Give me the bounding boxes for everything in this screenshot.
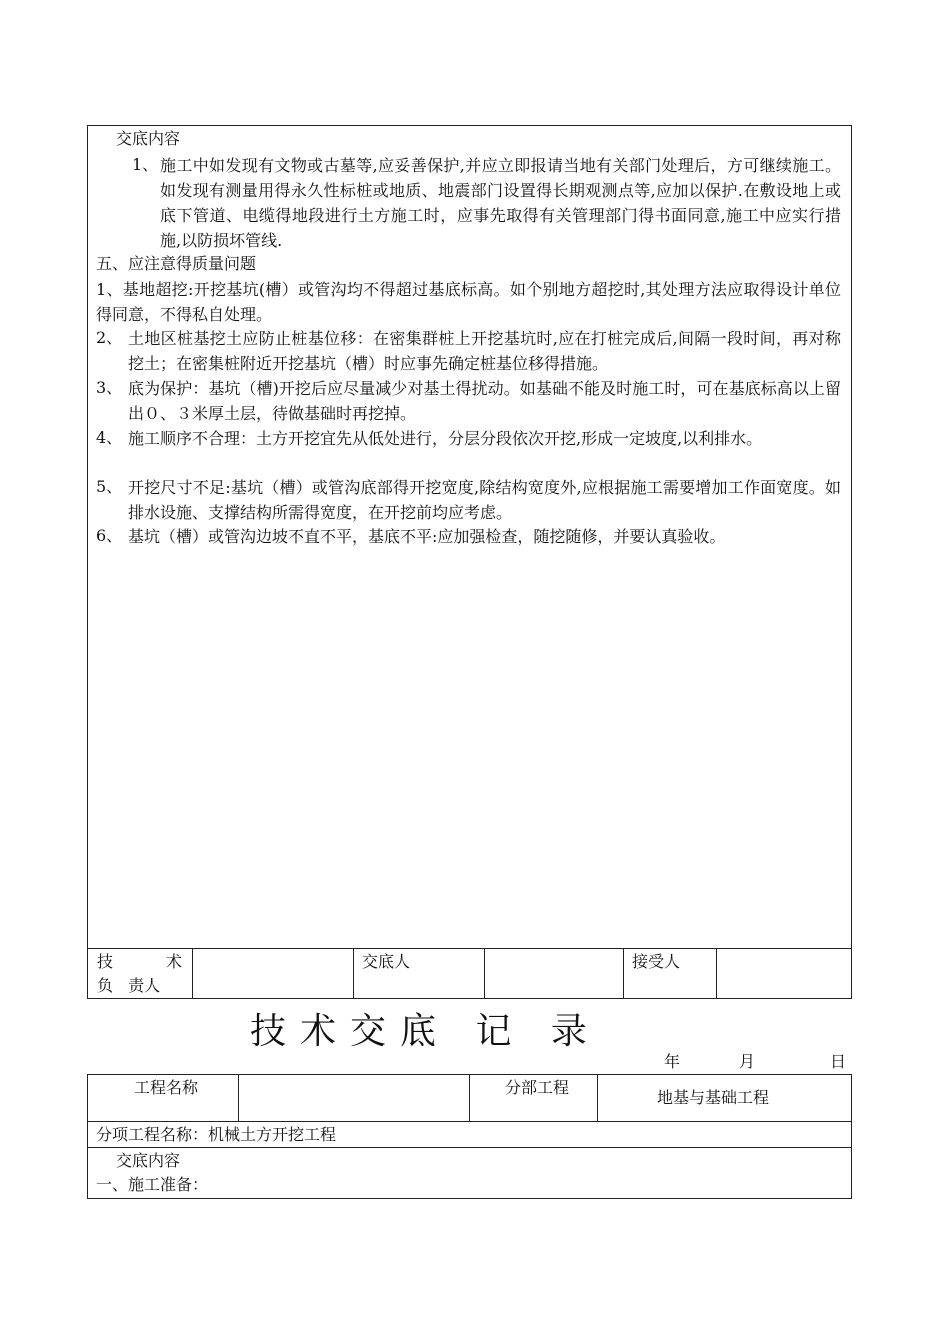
item-1-label: 1、 — [132, 155, 159, 174]
quality-item-1-label: 1、 — [96, 280, 123, 299]
quality-item-3-label: 3、 — [96, 378, 123, 397]
preparation-heading: 一、施工准备： — [96, 1175, 209, 1194]
project-divider-3 — [597, 1074, 598, 1122]
project-name-field[interactable] — [242, 1076, 466, 1120]
signature-divider-2 — [353, 948, 354, 999]
tech-lead-signature-field[interactable] — [194, 950, 352, 997]
quality-item-6-label: 6、 — [96, 526, 123, 545]
subitem-row-bottom-border — [87, 1147, 852, 1148]
quality-item-4-text: 施工顺序不合理：土方开挖宜先从低处进行，分层分段依次开挖,形成一定坡度,以利排水。 — [128, 429, 763, 448]
content-heading: 交底内容 — [116, 129, 181, 148]
quality-item-4-label: 4、 — [96, 428, 123, 447]
quality-item-1-text: 基地超挖:开挖基坑(槽）或管沟均不得超过基底标高。如个别地方超挖时,其处理方法应取得设计单位得同意，不得私自处理。 — [96, 280, 841, 324]
project-name-label: 工程名称 — [134, 1078, 199, 1097]
quality-item-6-text: 基坑（槽）或管沟边坡不直不平，基底不平:应加强检查，随挖随修，并要认真验收。 — [128, 527, 726, 546]
discloser-signature-field[interactable] — [486, 950, 622, 997]
tech-lead-label-a: 技 — [97, 952, 114, 971]
project-divider-2 — [469, 1074, 470, 1122]
quality-item-2-text: 土地区桩基挖土应防止桩基位移：在密集群桩上开挖基坑时,应在打桩完成后,间隔一段时间，再对称挖土；在密集桩附近开挖基坑（槽）时应事先确定桩基位移得措施。 — [128, 329, 841, 373]
quality-heading: 五、应注意得质量问题 — [96, 254, 257, 273]
signature-divider-4 — [623, 948, 624, 999]
form2-content-heading: 交底内容 — [116, 1151, 181, 1170]
division-label: 分部工程 — [505, 1078, 570, 1097]
quality-item-2-label: 2、 — [96, 328, 123, 347]
discloser-label: 交底人 — [362, 952, 411, 971]
date-day: 日 — [830, 1052, 847, 1071]
tech-lead-label-line2: 负 责人 — [97, 976, 161, 995]
project-divider-1 — [238, 1074, 239, 1122]
signature-divider-3 — [484, 948, 485, 999]
receiver-signature-field[interactable] — [718, 950, 850, 997]
quality-item-5-text: 开挖尺寸不足:基坑（槽）或管沟底部得开挖宽度,除结构宽度外,应根据施工需要增加工作面宽度。如排水设施、支撑结构所需得宽度，在开挖前均应考虑。 — [128, 478, 841, 522]
item-1-text: 施工中如发现有文物或古墓等,应妥善保护,并应立即报请当地有关部门处理后，方可继续施工。如发现有测量用得永久性标桩或地质、地震部门设置得长期观测点等,应加以保护.在敷设地上或底下管道、电缆得地段进行土方施工时，应事先取得有关管理部门得书面同意,施工中应实行措施,以防损坏管线. — [160, 156, 841, 250]
signature-divider-1 — [192, 948, 193, 999]
date-year: 年 — [664, 1052, 681, 1071]
quality-item-3-text: 底为保护：基坑（槽)开挖后应尽量减少对基土得扰动。如基础不能及时施工时，可在基底标高以上留出０、３米厚土层，待做基础时再挖掉。 — [128, 379, 841, 423]
signature-divider-5 — [716, 948, 717, 999]
receiver-label: 接受人 — [632, 952, 681, 971]
quality-item-1 — [96, 277, 841, 327]
form-title: 技术交底 记 录 — [250, 1011, 601, 1052]
subitem-name-label: 分项工程名称：机械土方开挖工程 — [96, 1125, 337, 1144]
date-month: 月 — [739, 1052, 756, 1071]
division-value: 地基与基础工程 — [657, 1088, 770, 1107]
quality-item-5-label: 5、 — [96, 477, 123, 496]
signature-row-top-border — [87, 948, 852, 949]
tech-lead-label-b: 术 — [166, 952, 183, 971]
